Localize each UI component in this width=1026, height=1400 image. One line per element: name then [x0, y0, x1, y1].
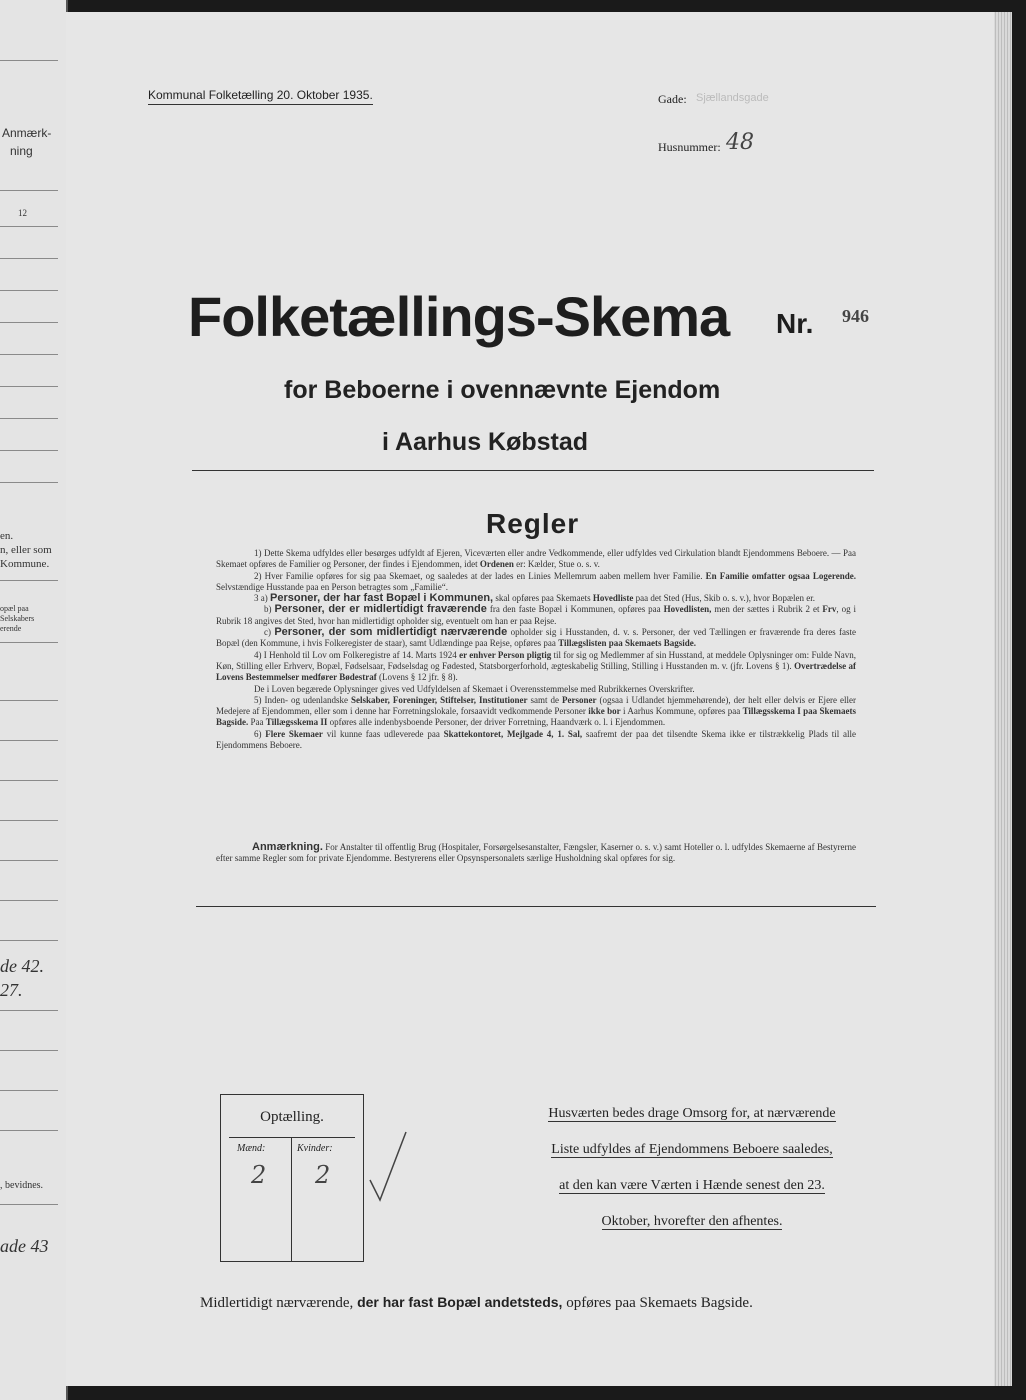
census-form-page	[66, 12, 994, 1386]
rules-body	[216, 548, 856, 751]
notice-line: Oktober, hvorefter den afhentes.	[601, 1214, 783, 1229]
men-value: 2	[251, 1161, 267, 1189]
left-header-line1: Anmærk-	[2, 126, 52, 140]
rule-1: 1) Dette Skema udfyldes eller besørges udfyldt af Ejeren, Viceværten eller andre Vedkommende, eller udfyldes ved Cirkulation blandt Ejendommens Beboere. — Paa Skemaet opføres de Familier og Personer, der findes i Ejendommen, idet Ordenen er: Kælder, Stue o. s. v.	[216, 548, 856, 570]
house-number-label: Husnummer:	[658, 140, 721, 154]
left-header-line2: ning	[10, 144, 33, 158]
landlord-notice	[516, 1096, 868, 1240]
left-facing-page	[0, 0, 68, 1400]
checkmark-icon	[366, 1128, 410, 1204]
street-label: Gade:	[658, 92, 687, 106]
rule-3c: c) Personer, der som midlertidigt nærværende opholder sig i Husstanden, d. v. s. Personer, der ved Tællingen er fraværende fra deres faste Bopæl (den Kommune, i hvis Folkeregister de staar), samt Udlændinge paa Rejse, opføres paa Tillægslisten paa Skemaets Bagside.	[216, 626, 857, 649]
notice-line: Husværten bedes drage Omsorg for, at nærværende	[548, 1106, 836, 1121]
left-column-number: 12	[18, 208, 27, 218]
remark-text: For Anstalter til offentlig Brug (Hospitaler, Forsørgelsesanstalter, Fængsler, Kaserner o. s. v.) samt Hoteller o. l. udfyldes Skemaerne af Bestyrerne efter samme Regler som for private Ejendomme. Bestyrerens eller Opsynspersonalets særlige Husholdning skal opføres for sig.	[216, 842, 856, 864]
rule-3b: b) Personer, der er midlertidigt fraværende fra den faste Bopæl i Kommunen, opføres paa Hovedlisten, men der sættes i Rubrik 2 et Frv, og i Rubrik 18 angives det Sted, hvor han midlertidigt opholder sig, eventuelt om han er paa Rejse.	[216, 603, 857, 626]
women-value: 2	[315, 1161, 331, 1189]
left-margin-note: erende	[0, 624, 22, 633]
left-margin-note: Kommune.	[0, 558, 50, 570]
rule-5: 5) Inden- og udenlandske Selskaber, Foreninger, Stiftelser, Institutioner samt de Personer (ogsaa i Udlandet hjemmehørende), der helt eller delvis er Ejere eller Medejere af Ejendommen, eller som i denne har Forretningslokale, forsaavidt vedkommende Personer ikke bor i Aarhus Kommune, opføres paa Tillægsskema I paa Skemaets Bagside. Paa Tillægsskema II opføres alle indenbysboende Personer, der driver Forretning, Haandværk o. l. i Ejendommen.	[216, 694, 857, 728]
rule-3a: 3 a) Personer, der har fast Bopæl i Kommunen, skal opføres paa Skemaets Hovedliste paa det Sted (Hus, Skib o. s. v.), hvor Bopælen er.	[254, 592, 815, 605]
rule-4-note: De i Loven begærede Oplysninger gives ved Udfyldelsen af Skemaet i Overensstemmelse med Rubrikkernes Overskrifter.	[254, 683, 695, 694]
remark-block	[216, 842, 856, 865]
left-rule	[0, 190, 58, 191]
rules-heading: Regler	[486, 508, 580, 539]
count-box	[220, 1094, 364, 1262]
house-number-value: 48	[726, 130, 754, 155]
left-margin-note: Selskabers	[0, 614, 35, 623]
census-title: Kommunal Folketælling 20. Oktober 1935.	[148, 88, 373, 105]
form-subtitle-1: for Beboerne i ovennævnte Ejendom	[284, 376, 721, 404]
left-margin-note: opæl paa	[0, 604, 29, 613]
rule-2: 2) Hver Familie opføres for sig paa Skemaet, og saaledes at der lades en Linies Mellemrum aaben mellem hver Familie. En Familie omfatter ogsaa Logerende. Selvstændige Husstande paa en Person betragtes som „Familie“.	[216, 570, 856, 592]
left-margin-note: en.	[0, 530, 14, 542]
title-divider	[192, 470, 874, 471]
left-footer-note: , bevidnes.	[0, 1180, 44, 1191]
rule-6: 6) Flere Skemaer vil kunne faas udleverede paa Skattekontoret, Mejlgade 4, 1. Sal, saafremt der paa det tilsendte Skema ikke er tilstrækkelig Plads til alle Ejendommens Beboere.	[216, 728, 857, 751]
left-handwriting: ade 43	[0, 1236, 49, 1256]
rule-4: 4) I Henhold til Lov om Folkeregistre af 14. Marts 1924 er enhver Person pligtig til for sig og Medlemmer af sin Husstand, at meddele Oplysninger om: Fulde Navn, Køn, Stilling eller Erhverv, Bopæl, Fødselsaar, Fødselsdag og Fødested, Statsborgerforhold, ægteskabelig Stilling, Stilling i Husstanden m. v. (jfr. Lovens § 1). Overtrædelse af Lovens Bestemmelser medfører Bødestraf (Lovens § 12 jfr. § 8).	[216, 649, 857, 683]
left-margin-note: n, eller som	[0, 544, 52, 556]
form-subtitle-2: i Aarhus Købstad	[382, 428, 589, 456]
remark-divider	[196, 906, 876, 907]
women-label: Kvinder:	[297, 1143, 333, 1154]
notice-line: Liste udfyldes af Ejendommens Beboere saaledes,	[551, 1142, 833, 1157]
form-nr-label: Nr.	[776, 308, 814, 339]
left-handwriting: 27.	[0, 980, 23, 1000]
street-value: Sjællandsgade	[696, 92, 769, 104]
remark-label: Anmærkning.	[252, 841, 323, 853]
men-label: Mænd:	[237, 1143, 266, 1154]
footer-note: Midlertidigt nærværende, der har fast Bopæl andetsteds, opføres paa Skemaets Bagside.	[200, 1294, 753, 1311]
form-nr-value: 946	[842, 306, 869, 326]
notice-line: at den kan være Værten i Hænde senest den 23.	[559, 1178, 825, 1193]
left-handwriting: de 42.	[0, 956, 44, 976]
form-title: Folketællings-Skema	[188, 285, 730, 348]
count-title: Optælling.	[260, 1109, 324, 1125]
left-rule	[0, 60, 58, 61]
